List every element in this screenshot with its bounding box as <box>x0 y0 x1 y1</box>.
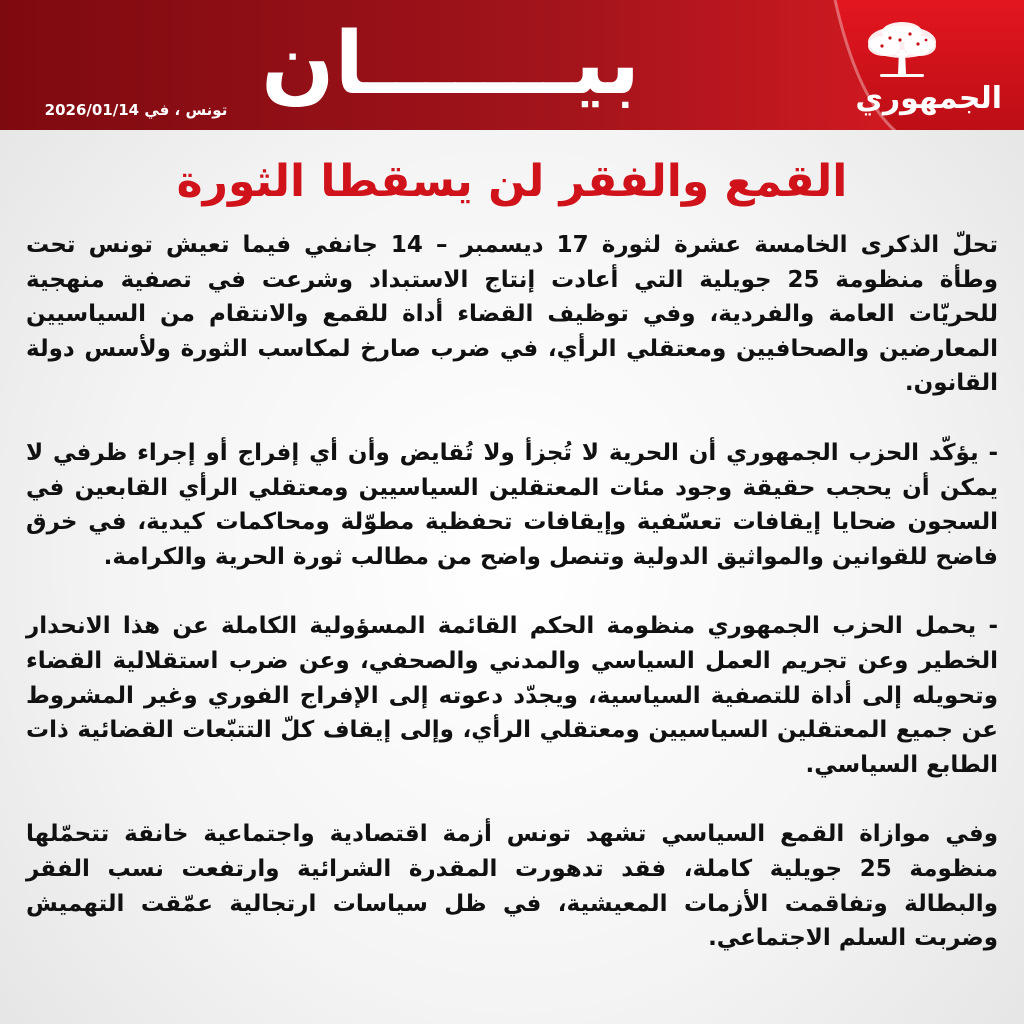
header-banner <box>0 0 1024 130</box>
party-logo <box>855 20 1002 120</box>
tree-icon <box>862 20 942 84</box>
statement-date: تونس ، في 2026/01/14 <box>44 101 228 119</box>
statement-paragraph: وفي موازاة القمع السياسي تشهد تونس أزمة اقتصادية واجتماعية خانقة تتحمّلها منظومة 25 جويلية كاملة، فقد تدهورت المقدرة الشرائية وارتفعت نسب الفقر والبطالة وتفاقمت الأزمات المعيشية، في ظل سياسات ارتجالية عمّقت التهميش وضربت السلم الاجتماعي. <box>26 821 998 952</box>
statement-paragraph: - يؤكّد الحزب الجمهوري أن الحرية لا تُجزأ ولا تُقايض وأن أي إفراج أو إجراء ظرفي لا يمكن أن يحجب حقيقة وجود مئات المعتقلين السياسيين ومعتقلي الرأي القابعين في السجون ضحايا إيقافات تعسّفية وإيقافات تحفظية مطوّلة ومحاكمات كيدية، في خرق فاضح للقوانين والمواثيق الدولية وتنصل واضح من مطالب ثورة الحرية والكرامة. <box>26 439 998 570</box>
statement-headline: القمع والفقر لن يسقطا الثورة <box>176 156 848 207</box>
party-logo-text: الجمهوري <box>855 81 1002 116</box>
statement-body <box>26 228 998 956</box>
statement-paragraph: - يحمل الحزب الجمهوري منظومة الحكم القائمة المسؤولية الكاملة عن هذا الانحدار الخطير وعن تجريم العمل السياسي والمدني والصحفي، وعن ضرب استقلالية القضاء وتحويله إلى أداة للتصفية السياسية، ويجدّد دعوته إلى الإفراج الفوري وغير المشروط عن جميع المعتقلين السياسيين ومعتقلي الرأي، وإلى إيقاف كلّ التتبّعات القضائية ذات الطابع السياسي. <box>26 613 998 778</box>
statement-paragraph: تحلّ الذكرى الخامسة عشرة لثورة 17 ديسمبر – 14 جانفي فيما تعيش تونس تحت وطأة منظومة 25 جويلية التي أعادت إنتاج الاستبداد وشرعت في تصفية منهجية للحريّات العامة والفردية، وفي توظيف القضاء أداة للقمع والانتقام من السياسيين المعارضين والصحافيين ومعتقلي الرأي، في ضرب صارخ لمكاسب الثورة ولأسس دولة القانون. <box>26 232 999 397</box>
statement-title: بيـــــــان <box>261 14 640 114</box>
